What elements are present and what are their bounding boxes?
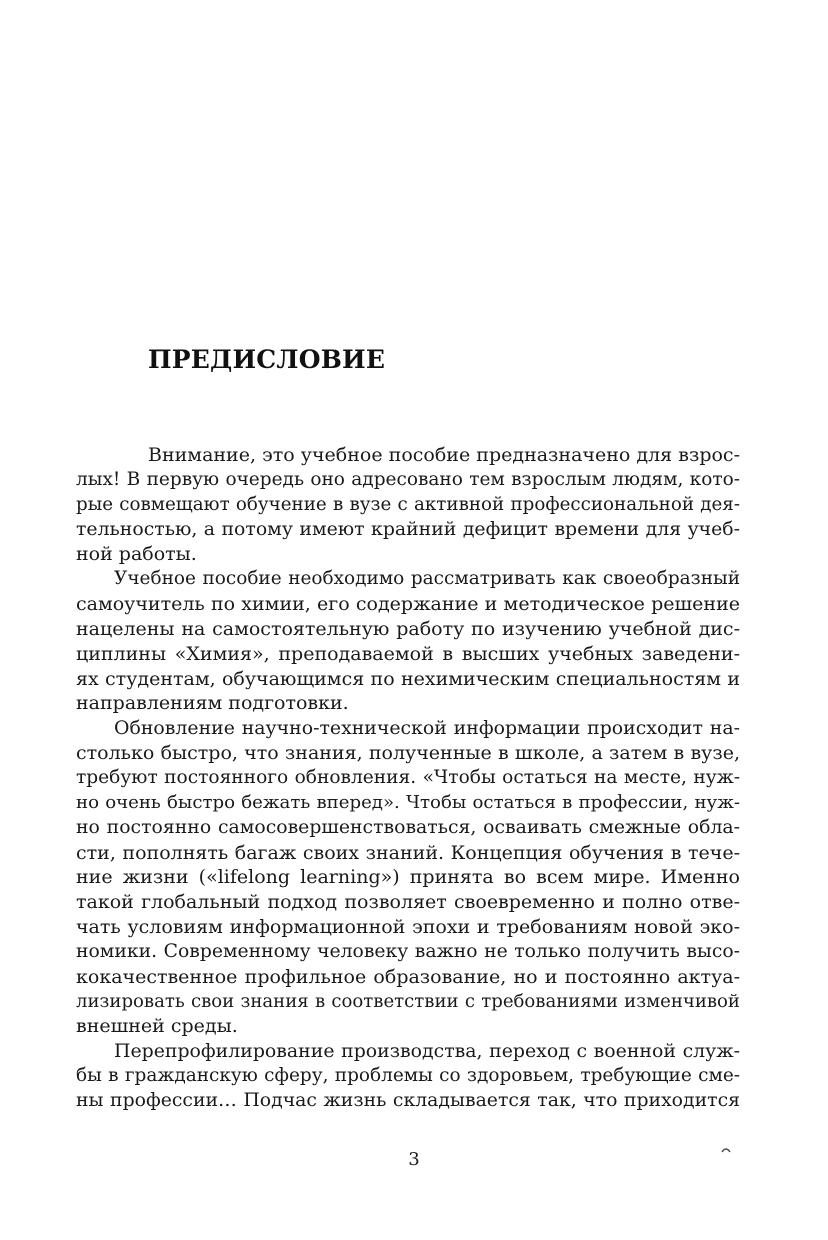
text-line: но постоянно самосовершенствоваться, осваивать смежные обла-	[76, 816, 740, 838]
text-line: лых! В первую очередь оно адресовано тем взрослым людям, кото-	[76, 468, 740, 490]
text-line: циплины «Химия», преподаваемой в высших учебных заведени-	[76, 642, 740, 665]
text-line: но очень быстро бежать вперед». Чтобы остаться в профессии, нуж-	[76, 791, 740, 813]
text-line: такой глобальный подход позволяет своевременно и полно отве-	[76, 891, 740, 914]
text-line: номики. Современному человеку важно не только получить высо-	[76, 940, 740, 962]
text-line: кокачественное профильное образование, но и постоянно актуа-	[76, 965, 740, 988]
text-line: сти, пополнять багаж своих знаний. Концепция обучения в тече-	[76, 841, 740, 864]
text-line: Обновление научно-технической информации происходит на-	[114, 717, 740, 740]
text-line: лизировать свои знания в соответствии с требованиями изменчивой	[76, 990, 740, 1012]
text-line: Перепрофилирование производства, переход с военной служ-	[114, 1040, 740, 1063]
text-line: внешней среды.	[76, 1015, 238, 1038]
page-title: ПРЕДИСЛОВИЕ	[148, 345, 386, 374]
text-line: ной работы.	[76, 543, 197, 566]
text-line: самоучитель по химии, его содержание и методическое решение	[76, 593, 740, 616]
text-line: тельностью, а потому имеют крайний дефицит времени для учеб-	[76, 518, 740, 540]
text-line: ние жизни («lifelong learning») принята во всем мире. Именно	[76, 866, 740, 889]
text-line: требуют постоянного обновления. «Чтобы остаться на месте, нуж-	[76, 766, 740, 788]
text-line: Внимание, это учебное пособие предназначено для взрос-	[148, 444, 740, 466]
paragraph-2	[76, 567, 740, 716]
text-line: направлениям подготовки.	[76, 692, 349, 715]
text-line: ны профессии… Подчас жизнь складывается так, что приходится	[76, 1089, 740, 1111]
text-line: рые совмещают обучение в вузе с активной профессиональной дея-	[76, 493, 740, 515]
text-line: Учебное пособие необходимо рассматривать как своеобразный	[114, 568, 740, 590]
text-line: чать условиям информационной эпохи и требованиям новой эко-	[76, 916, 740, 939]
text-line: столько быстро, что знания, полученные в школе, а затем в вузе,	[76, 742, 740, 765]
page-number: 3	[408, 1149, 420, 1170]
text-line: бы в гражданскую сферу, проблемы со здоровьем, требующие сме-	[76, 1065, 740, 1087]
corner-mark-icon	[721, 1146, 731, 1154]
text-line: нацелены на самостоятельную работу по изучению учебной дис-	[76, 617, 740, 640]
paragraph-3	[76, 716, 740, 1039]
body-text	[76, 443, 740, 1114]
text-line: ях студентам, обучающимся по нехимическим специальностям и	[76, 667, 740, 690]
paragraph-1	[76, 443, 740, 567]
paragraph-4	[76, 1039, 740, 1114]
